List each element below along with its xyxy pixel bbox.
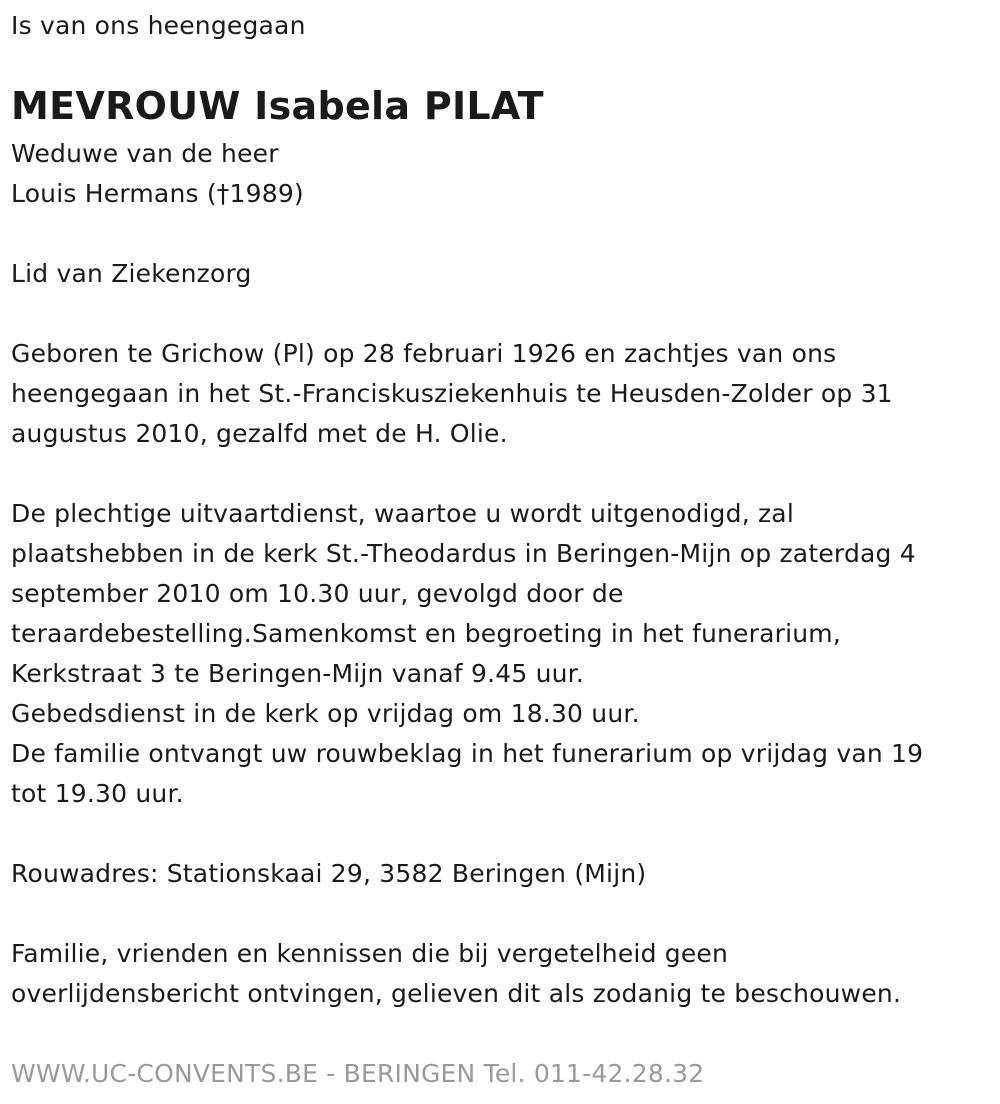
paragraph-line: Kerkstraat 3 te Beringen-Mijn vanaf 9.45 uur. <box>11 659 584 688</box>
paragraph-line: september 2010 om 10.30 uur, gevolgd door de <box>11 579 624 608</box>
closing-paragraph <box>11 934 901 1014</box>
paragraph-line: Gebedsdienst in de kerk op vrijdag om 18.30 uur. <box>11 699 640 728</box>
paragraph-line: De plechtige uitvaartdienst, waartoe u wordt uitgenodigd, zal <box>11 499 794 528</box>
footer-credit: WWW.UC-CONVENTS.BE - BERINGEN Tel. 011-42.28.32 <box>11 1059 705 1088</box>
paragraph-line: overlijdensbericht ontvingen, gelieven dit als zodanig te beschouwen. <box>11 979 902 1008</box>
paragraph-line: De familie ontvangt uw rouwbeklag in het funerarium op vrijdag van 19 <box>11 739 924 768</box>
paragraph-line: augustus 2010, gezalfd met de H. Olie. <box>11 419 508 448</box>
deceased-name: MEVROUW Isabela PILAT <box>11 84 544 128</box>
funeral-service-paragraph <box>11 494 923 814</box>
intro-text: Is van ons heengegaan <box>11 11 306 40</box>
birth-death-paragraph <box>11 334 893 454</box>
paragraph-line: teraardebestelling.Samenkomst en begroeting in het funerarium, <box>11 619 841 648</box>
paragraph-line: tot 19.30 uur. <box>11 779 184 808</box>
paragraph-line: Geboren te Grichow (Pl) op 28 februari 1926 en zachtjes van ons <box>11 339 837 368</box>
widow-line: Weduwe van de heer <box>11 139 279 168</box>
membership-line: Lid van Ziekenzorg <box>11 259 252 288</box>
paragraph-line: plaatshebben in de kerk St.-Theodardus in Beringen-Mijn op zaterdag 4 <box>11 539 916 568</box>
membership-block <box>11 254 252 294</box>
mourning-address <box>11 854 646 894</box>
paragraph-line: heengegaan in het St.-Franciskusziekenhuis te Heusden-Zolder op 31 <box>11 379 893 408</box>
address-line: Rouwadres: Stationskaai 29, 3582 Beringen (Mijn) <box>11 859 647 888</box>
widow-block <box>11 134 304 214</box>
paragraph-line: Familie, vrienden en kennissen die bij vergetelheid geen <box>11 939 729 968</box>
widow-line: Louis Hermans (†1989) <box>11 179 304 208</box>
